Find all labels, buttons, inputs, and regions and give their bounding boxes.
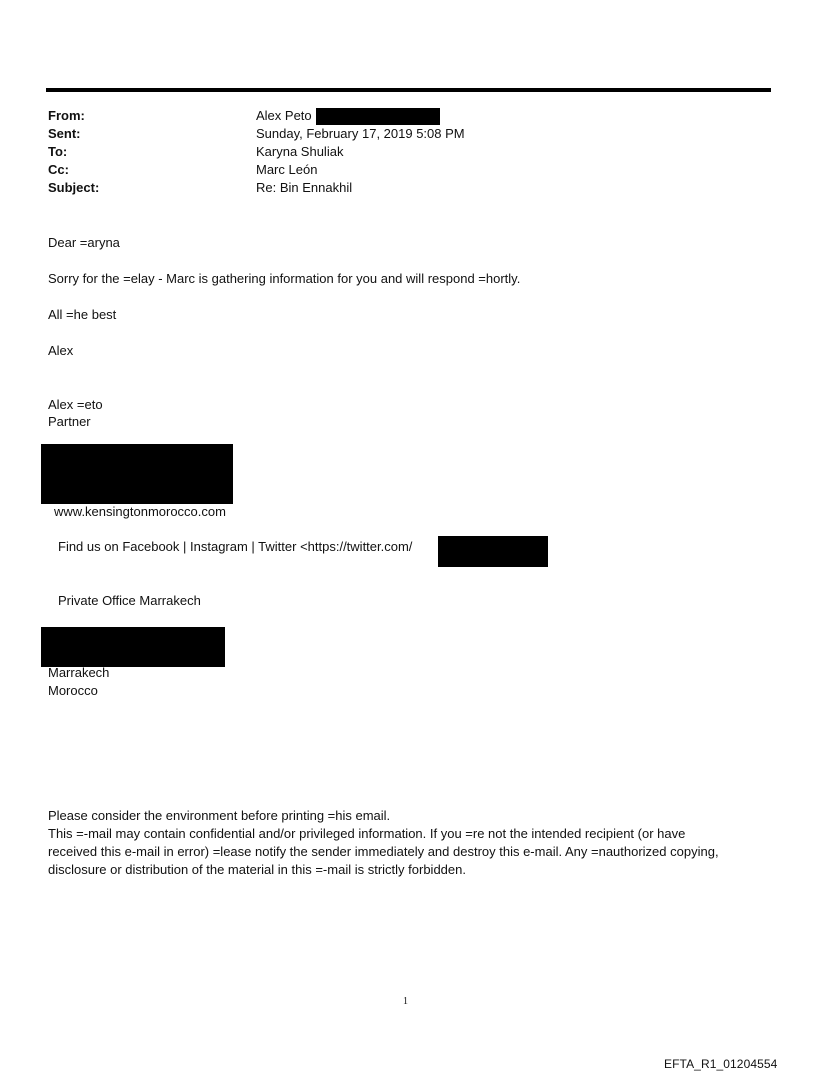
sent-value: Sunday, February 17, 2019 5:08 PM	[256, 126, 465, 141]
sent-label: Sent:	[48, 126, 81, 141]
office-country: Morocco	[48, 683, 98, 698]
subject-label: Subject:	[48, 180, 100, 195]
to-label: To:	[48, 144, 68, 159]
environment-note: Please consider the environment before printing =his email.	[48, 808, 391, 823]
header-divider	[46, 88, 771, 92]
subject-value: Re: Bin Ennakhil	[256, 180, 353, 195]
to-value: Karyna Shuliak	[256, 144, 344, 159]
website-link[interactable]: www.kensingtonmorocco.com	[54, 504, 226, 519]
bates-number: EFTA_R1_01204554	[664, 1057, 778, 1071]
redaction-from-email	[316, 108, 440, 125]
cc-value: Marc León	[256, 162, 318, 177]
office-name: Private Office Marrakech	[58, 593, 201, 608]
body-line-2: All =he best	[48, 307, 117, 322]
greeting: Dear =aryna	[48, 235, 120, 250]
redaction-twitter-handle	[438, 536, 548, 567]
from-value: Alex Peto	[256, 108, 312, 123]
disclaimer-line-3: disclosure or distribution of the material in this =-mail is strictly forbidden.	[48, 862, 466, 877]
social-links[interactable]: Find us on Facebook | Instagram | Twitter <https://twitter.com/	[58, 539, 413, 554]
cc-label: Cc:	[48, 162, 69, 177]
office-city: Marrakech	[48, 665, 110, 680]
from-label: From:	[48, 108, 85, 123]
body-line-1: Sorry for the =elay - Marc is gathering information for you and will respond =hortly.	[48, 271, 521, 286]
sign-off: Alex	[48, 343, 74, 358]
disclaimer-line-1: This =-mail may contain confidential and/or privileged information. If you =re not the intended recipient (or have	[48, 826, 686, 841]
disclaimer-line-2: received this e-mail in error) =lease notify the sender immediately and destroy this e-mail. Any =nauthorized copying,	[48, 844, 719, 859]
redaction-logo	[41, 444, 233, 504]
signature-name: Alex =eto	[48, 397, 103, 412]
redaction-address	[41, 627, 225, 667]
page-number: 1	[403, 996, 408, 1007]
signature-title: Partner	[48, 414, 91, 429]
